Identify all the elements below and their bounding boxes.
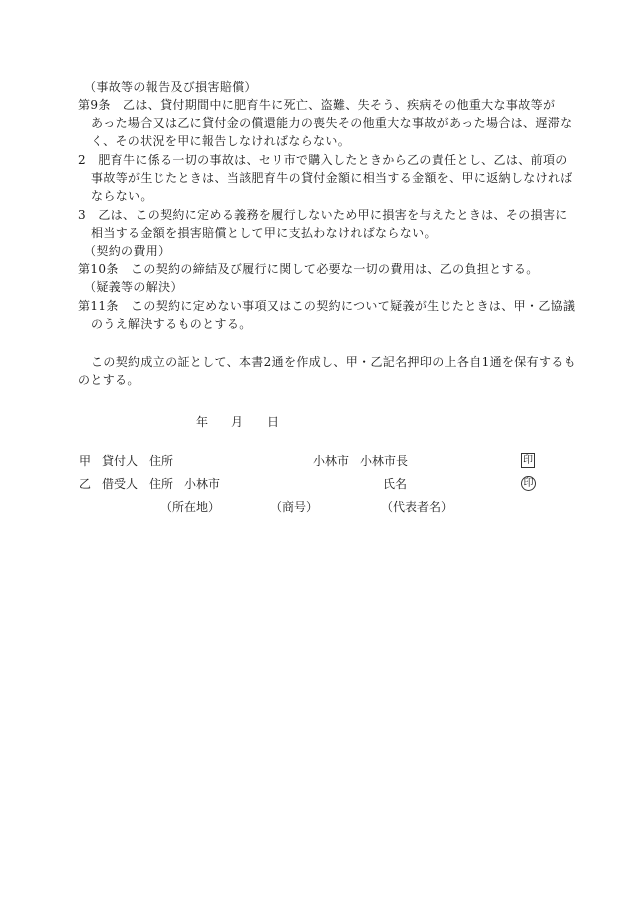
party-b-address-label: 住所 [149,477,174,491]
date-day-label: 日 [267,415,280,429]
party-b-name-label: 氏名 [383,477,408,491]
party-b-address-value: 小林市 [184,477,221,491]
article-9-para2-line2: 事故等が生じたときは、当該肥育牛の貸付金額に相当する金額を、甲に返納しなければ [91,171,573,185]
article-9-heading: （事故等の報告及び損害賠償） [84,80,257,94]
party-a-seal-icon: 印 [523,455,533,466]
party-a-title: 小林市長 [360,454,409,468]
article-11-heading: （疑義等の解決） [84,280,183,294]
article-9-para1-line1: 第9条 乙は、貸付期間中に肥育牛に死亡、盗難、失そう、疾病その他重大な事故等が [78,98,556,112]
article-10-heading: （契約の費用） [84,244,171,258]
caption-location: （所在地） [160,500,221,514]
caption-trade-name: （商号） [270,500,319,514]
article-9-para1-line2: あった場合又は乙に貸付金の償還能力の喪失その他重大な事故があった場合は、遅滞な [91,116,573,130]
article-11-para1-line1: 第11条 この契約に定めない事項又はこの契約について疑義が生じたときは、甲・乙協議 [78,299,576,313]
article-9-para3-line1: 3 乙は、この契約に定める義務を履行しないため甲に損害を与えたときは、その損害に [78,208,568,222]
caption-representative: （代表者名） [381,500,454,514]
article-10-para1-line1: 第10条 この契約の締結及び履行に関して必要な一切の費用は、乙の負担とする。 [78,262,539,276]
party-a-mark: 甲 [79,454,92,468]
party-a-role: 貸付人 [102,454,139,468]
party-a-city: 小林市 [313,454,350,468]
article-9-para2-line1: 2 肥育牛に係る一切の事故は、セリ市で購入したときから乙の責任とし、乙は、前項の [78,153,568,167]
article-9-para3-line2: 相当する金額を損害賠償として甲に支払わなければならない。 [91,226,437,240]
date-year-label: 年 [196,415,209,429]
party-b-seal-icon: 印 [521,476,536,491]
article-11-para1-line2: のうえ解決するものとする。 [91,317,252,331]
article-9-para1-line3: く、その状況を甲に報告しなければならない。 [91,134,351,148]
party-b-mark: 乙 [79,477,92,491]
party-a-address-label: 住所 [149,454,174,468]
party-b-role: 借受人 [102,477,139,491]
article-9-para2-line3: ならない。 [91,189,153,203]
closing-line1: この契約成立の証として、本書2通を作成し、甲・乙記名押印の上各自1通を保有するも [91,355,577,369]
closing-line2: のとする。 [78,373,140,387]
date-month-label: 月 [231,415,244,429]
